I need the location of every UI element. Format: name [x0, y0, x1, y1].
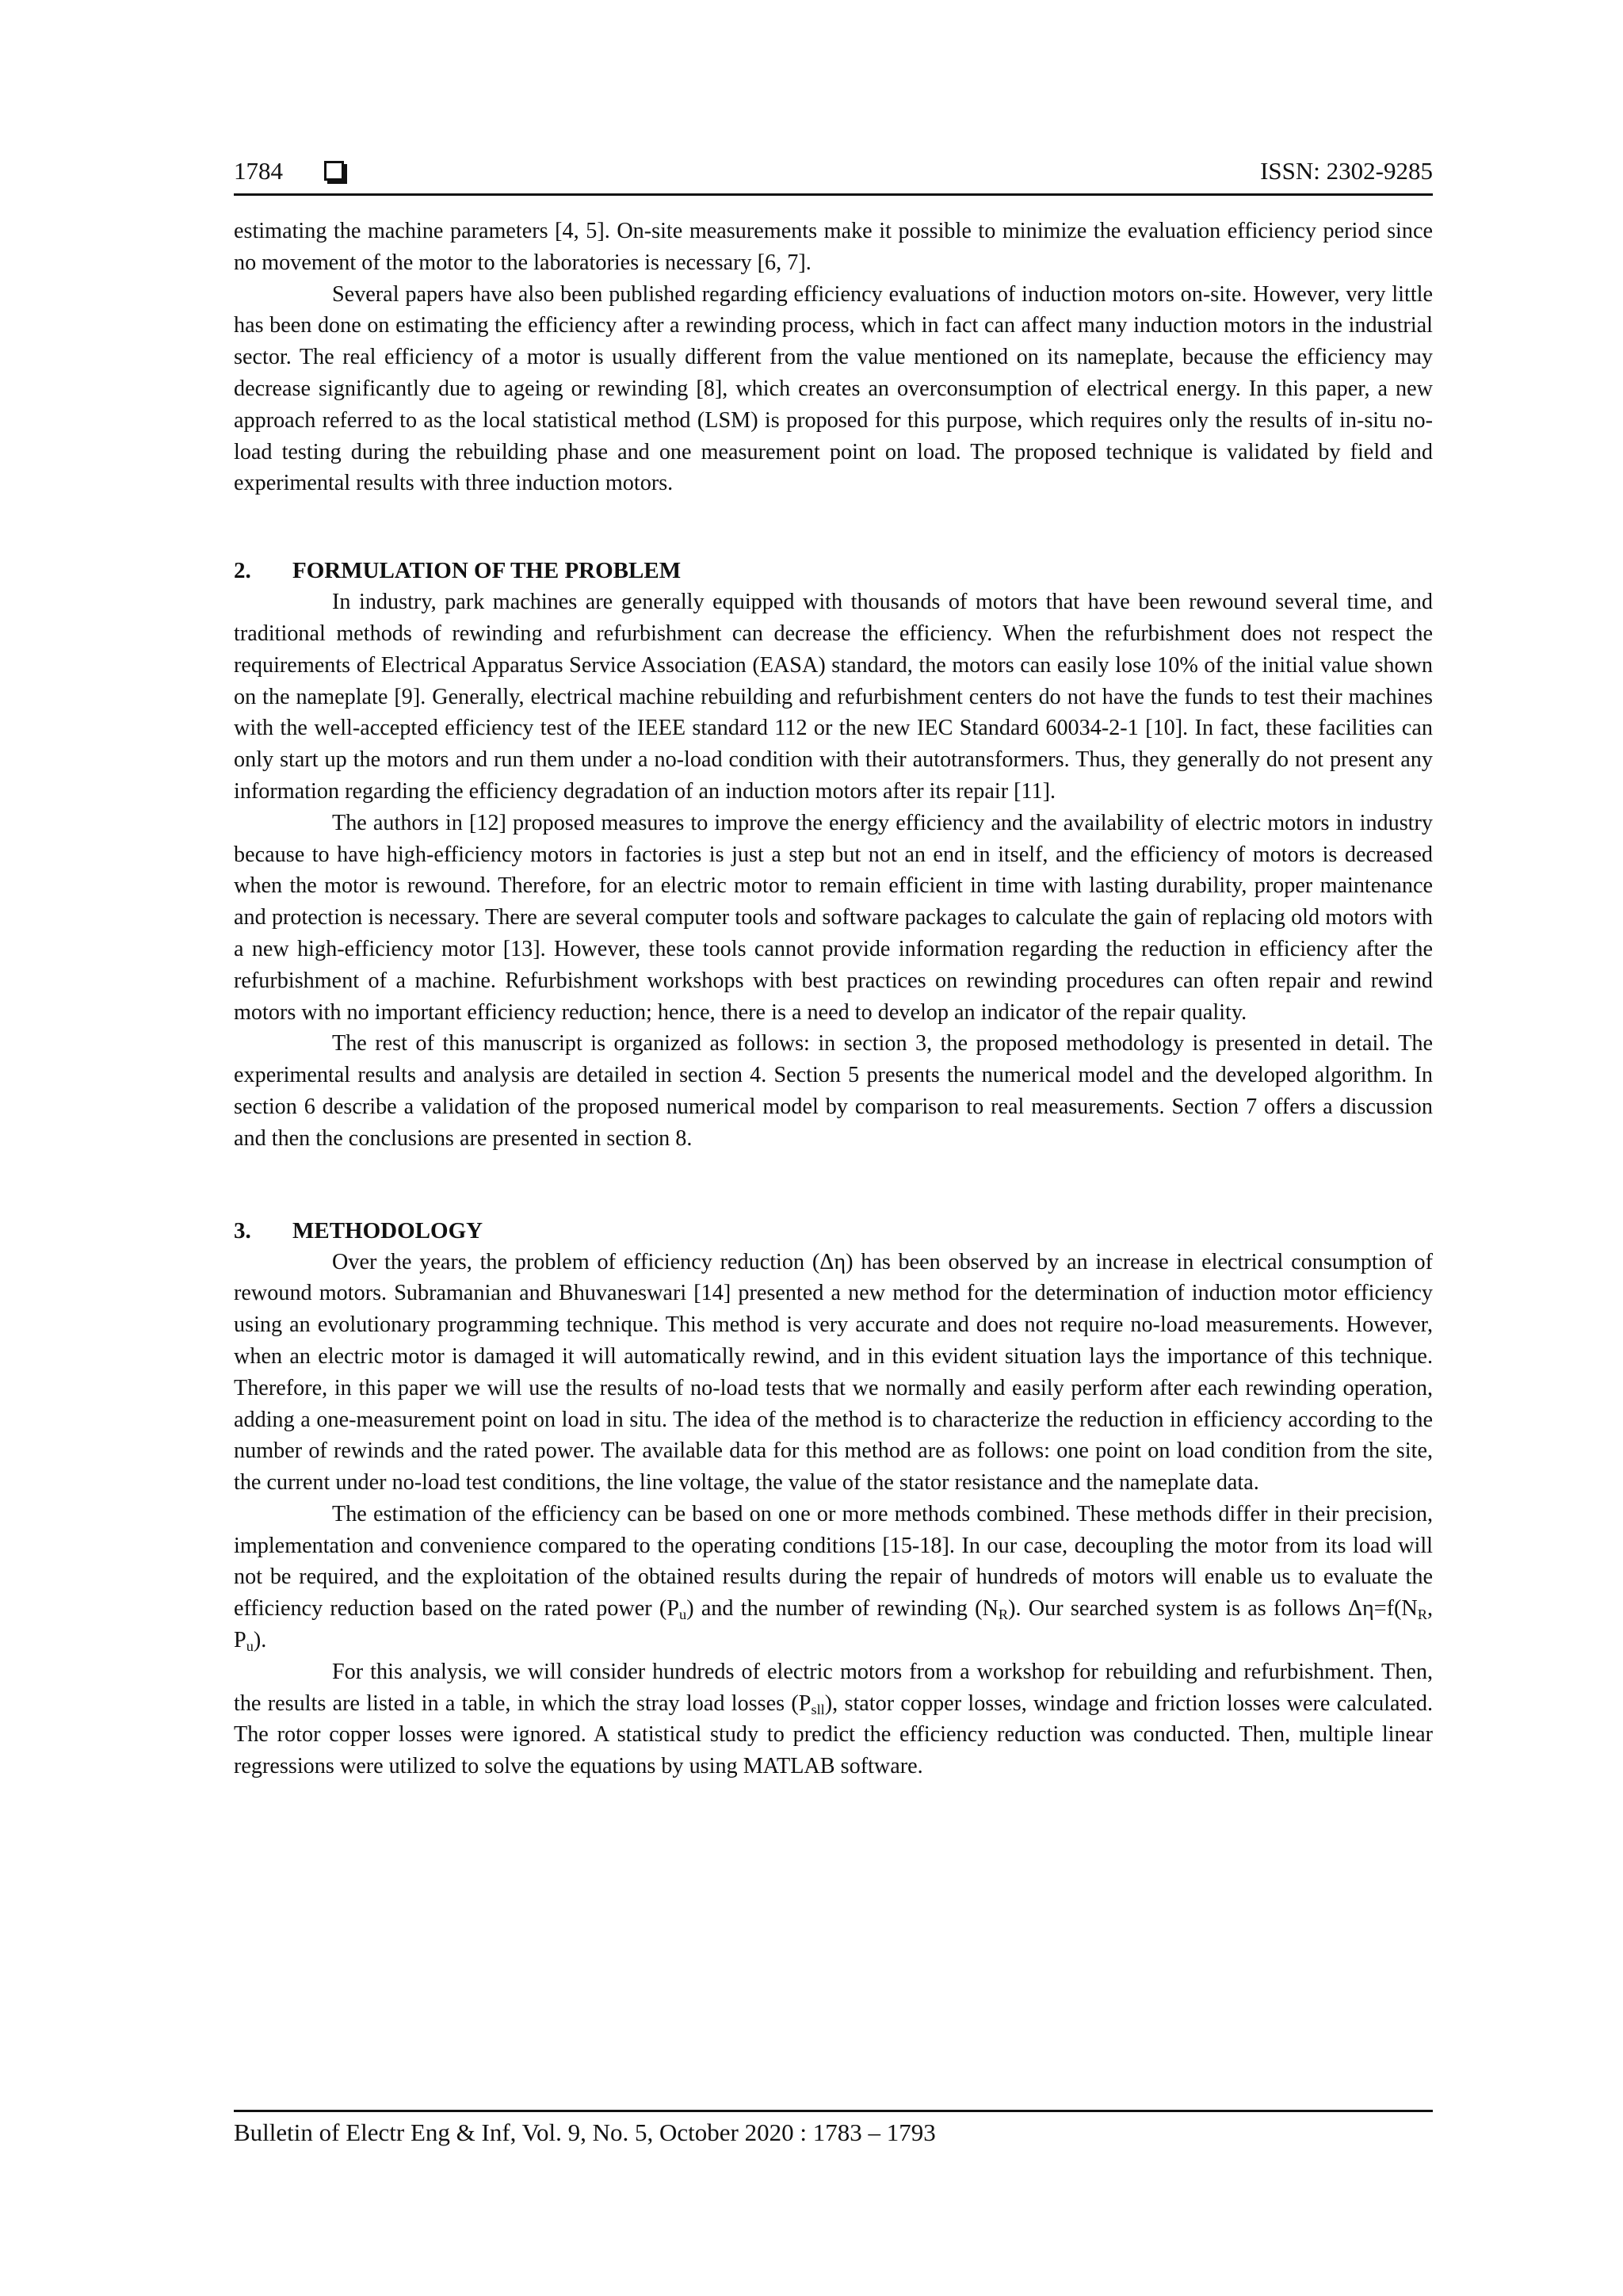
page-number: 1784: [234, 157, 283, 185]
page-footer: [234, 2110, 1433, 2149]
section-2-paragraph-2: The authors in [12] proposed measures to improve the energy efficiency and the availability of electric motors in industry because to have high-efficiency motors in factories is just a step but not an end in itself, and the efficiency of motors is decreased when the motor is rewound. Therefore, for an electric motor to remain efficient in time with lasting durability, proper maintenance and protection is necessary. There are several computer tools and software packages to calculate the gain of replacing old motors with a new high-efficiency motor [13]. However, these tools cannot provide information regarding the reduction in efficiency after the refurbishment of a machine. Refurbishment workshops with best practices on rewinding procedures can often repair and rewind motors with no important efficiency reduction; hence, there is a need to develop an indicator of the repair quality.: [234, 810, 1433, 1025]
page-header: [234, 155, 1433, 196]
section-2-paragraph-3: The rest of this manuscript is organized as follows: in section 3, the proposed methodology is presented in detail. The experimental results and analysis are detailed in section 4. Section 5 presents the numerical model and the developed algorithm. In section 6 describe a validation of the proposed numerical model by comparison to real measurements. Section 7 offers a discussion and then the conclusions are presented in section 8.: [234, 1031, 1433, 1151]
section-3-paragraph-1: Over the years, the problem of efficiency reduction (Δη) has been observed by an increase in electrical consumption of rewound motors. Subramanian and Bhuvaneswari [14] presented a new method for the determination of induction motor efficiency using an evolutionary programming technique. This method is very accurate and does not require no-load measurements. However, when an electric motor is damaged it will automatically rewind, and in this evident situation lays the importance of this technique. Therefore, in this paper we will use the results of no-load tests that we normally and easily perform after each rewinding operation, adding a one-measurement point on load in situ. The idea of the method is to characterize the reduction in efficiency according to the number of rewinds and the rated power. The available data for this method are as follows: one point on load condition from the site, the current under no-load test conditions, the line voltage, the value of the stator resistance and the nameplate data.: [234, 1249, 1433, 1496]
text-run: , P: [234, 1596, 1434, 1653]
text-run: ), stator copper losses, windage and friction losses were calculated. The rotor copper losses were ignored. A statistical study to predict the efficiency reduction was conducted. Then, multiple linear regressions were utilized to solve the equations by using MATLAB software.: [234, 1690, 1434, 1779]
section-2-title: FORMULATION OF THE PROBLEM: [292, 558, 682, 584]
text-run: ). Our searched system is as follows Δη=f(N: [1008, 1596, 1418, 1622]
subscript: sll: [811, 1701, 825, 1717]
subscript: u: [679, 1606, 687, 1623]
section-3-heading: [234, 1215, 1433, 1247]
section-2-paragraph-1: In industry, park machines are generally equipped with thousands of motors that have been rewound several time, and traditional methods of rewinding and refurbishment can decrease the efficiency. When the refurbishment does not respect the requirements of Electrical Apparatus Service Association (EASA) standard, the motors can easily lose 10% of the initial value shown on the nameplate [9]. Generally, electrical machine rebuilding and refurbishment centers do not have the funds to test their machines with the well-accepted efficiency test of the IEEE standard 112 or the new IEC Standard 60034-2-1 [10]. In fact, these facilities can only start up the motors and run them under a no-load condition with their autotransformers. Thus, they generally do not present any information regarding the efficiency degradation of an induction motors after its repair [11].: [234, 590, 1433, 804]
subscript: u: [246, 1638, 254, 1655]
text-run: ) and the number of rewinding (N: [686, 1596, 999, 1622]
square-box-icon: [324, 161, 344, 181]
section-2-number: 2.: [234, 558, 251, 584]
section-2-heading: [234, 555, 1433, 586]
text-run: For this analysis, we will consider hundreds of electric motors from a workshop for rebuilding and refurbishment. Then, the results are listed in a table, in which the stray load losses (P: [234, 1659, 1433, 1716]
subscript: R: [1417, 1606, 1427, 1623]
text-run: The estimation of the efficiency can be based on one or more methods combined. These methods differ in their precision, implementation and convenience compared to the operating conditions [15-18]. In our case, decoupling the motor from its load will not be required, and the exploitation of the obtained results during the repair of hundreds of motors will enable us to evaluate the efficiency reduction based on the rated power (P: [234, 1501, 1433, 1622]
section-3-paragraph-3: [234, 1656, 1433, 1782]
issn-label: ISSN: 2302-9285: [1260, 157, 1433, 185]
section-3-number: 3.: [234, 1217, 251, 1244]
text-run: ).: [253, 1628, 267, 1653]
section-3-paragraph-2: [234, 1499, 1433, 1656]
journal-citation: Bulletin of Electr Eng & Inf, Vol. 9, No. 5, October 2020 : 1783 – 1793: [234, 2118, 936, 2146]
page-body: [234, 216, 1433, 1782]
intro-paragraph-2: Several papers have also been published regarding efficiency evaluations of induction motors on-site. However, very little has been done on estimating the efficiency after a rewinding process, which in fact can affect many induction motors in the industrial sector. The real efficiency of a motor is usually different from the value mentioned on its nameplate, because the efficiency may decrease significantly due to ageing or rewinding [8], which creates an overconsumption of electrical energy. In this paper, a new approach referred to as the local statistical method (LSM) is proposed for this purpose, which requires only the results of in-situ no-load testing during the rebuilding phase and one measurement point on load. The proposed technique is validated by field and experimental results with three induction motors.: [234, 281, 1433, 496]
subscript: R: [998, 1606, 1009, 1623]
section-3-title: METHODOLOGY: [292, 1217, 483, 1244]
intro-paragraph-1: estimating the machine parameters [4, 5]. On-site measurements make it possible to minimize the evaluation efficiency period since no movement of the motor to the laboratories is necessary [6, 7].: [234, 219, 1433, 275]
